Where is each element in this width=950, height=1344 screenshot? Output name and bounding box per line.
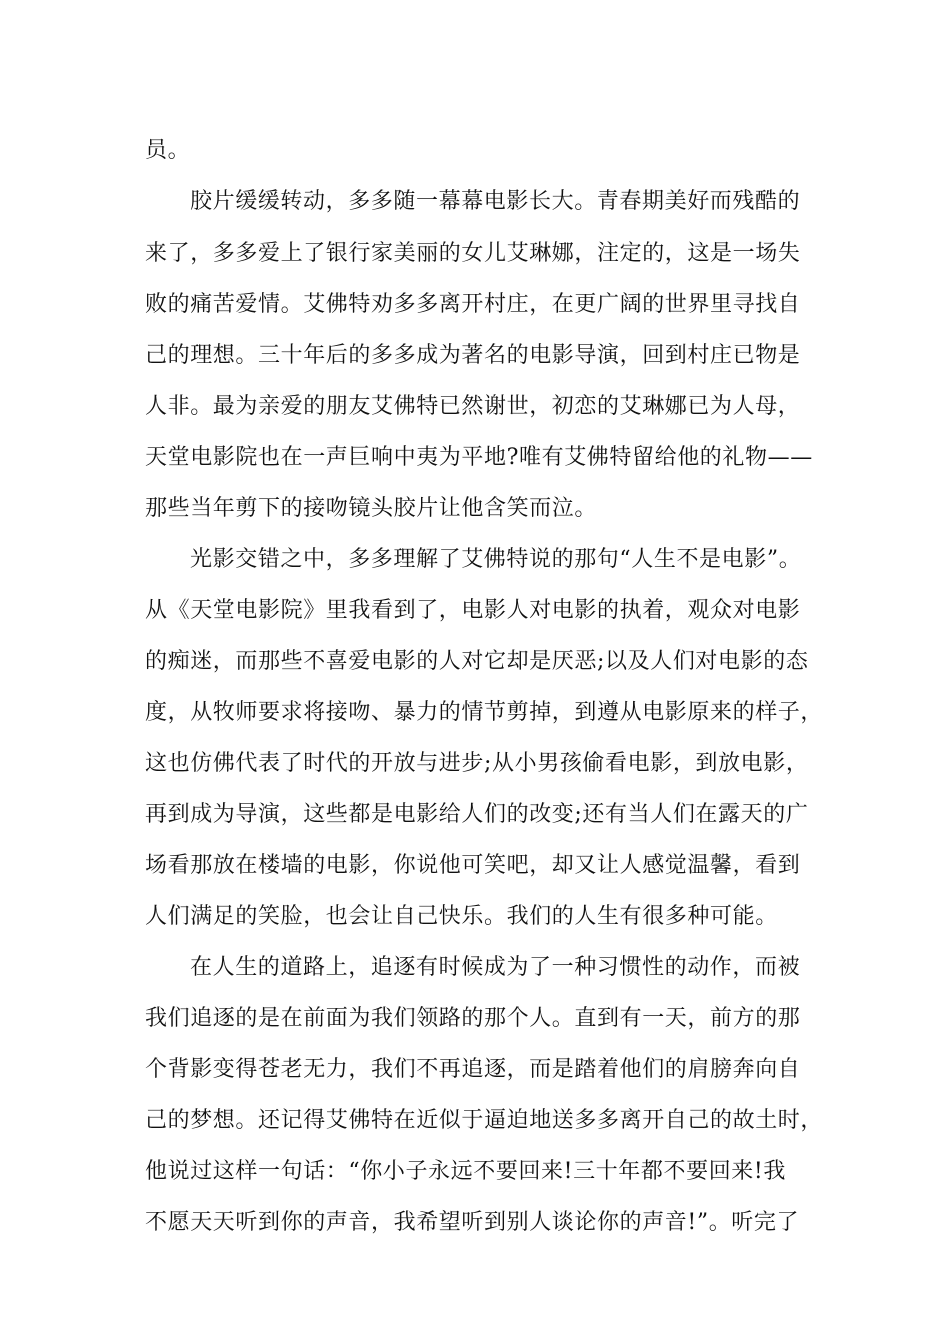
paragraph-first-line: 在人生的道路上，追逐有时候成为了一种习惯性的动作，而被 xyxy=(190,955,801,980)
text-line: 个背影变得苍老无力，我们不再追逐，而是踏着他们的肩膀奔向自 xyxy=(145,1057,801,1082)
text-line: 我们追逐的是在前面为我们领路的那个人。直到有一天，前方的那 xyxy=(145,1006,801,1031)
text-line: 不愿天天听到你的声音，我希望听到别人谈论你的声音!”。听完了 xyxy=(145,1210,800,1235)
text-line: 再到成为导演，这些都是电影给人们的改变;还有当人们在露天的广 xyxy=(145,802,809,827)
paragraph-first-line: 胶片缓缓转动，多多随一幕幕电影长大。青春期美好而残酷的 xyxy=(190,189,801,214)
text-line: 员。 xyxy=(145,138,191,163)
text-line: 天堂电影院也在一声巨响中夷为平地?唯有艾佛特留给他的礼物—— xyxy=(145,445,813,470)
text-line: 从《天堂电影院》里我看到了，电影人对电影的执着，观众对电影 xyxy=(145,598,801,623)
text-line: 的痴迷，而那些不喜爱电影的人对它却是厌恶;以及人们对电影的态 xyxy=(145,649,809,674)
text-line: 己的梦想。还记得艾佛特在近似于逼迫地送多多离开自己的故土时， xyxy=(145,1108,824,1133)
text-line: 那些当年剪下的接吻镜头胶片让他含笑而泣。 xyxy=(145,496,598,521)
text-line: 他说过这样一句话：“你小子永远不要回来!三十年都不要回来!我 xyxy=(145,1159,786,1184)
text-line: 败的痛苦爱情。艾佛特劝多多离开村庄，在更广阔的世界里寻找自 xyxy=(145,292,801,317)
text-line: 这也仿佛代表了时代的开放与进步;从小男孩偷看电影，到放电影， xyxy=(145,751,809,776)
text-line: 己的理想。三十年后的多多成为著名的电影导演，回到村庄已物是 xyxy=(145,343,801,368)
text-line: 人们满足的笑脸，也会让自己快乐。我们的人生有很多种可能。 xyxy=(145,904,778,929)
text-line: 来了，多多爱上了银行家美丽的女儿艾琳娜，注定的，这是一场失 xyxy=(145,241,801,266)
text-line: 场看那放在楼墙的电影，你说他可笑吧，却又让人感觉温馨，看到 xyxy=(145,853,801,878)
text-line: 人非。最为亲爱的朋友艾佛特已然谢世，初恋的艾琳娜已为人母， xyxy=(145,394,801,419)
paragraph-first-line: 光影交错之中，多多理解了艾佛特说的那句“人生不是电影”。 xyxy=(190,547,802,572)
text-line: 度，从牧师要求将接吻、暴力的情节剪掉，到遵从电影原来的样子， xyxy=(145,700,824,725)
